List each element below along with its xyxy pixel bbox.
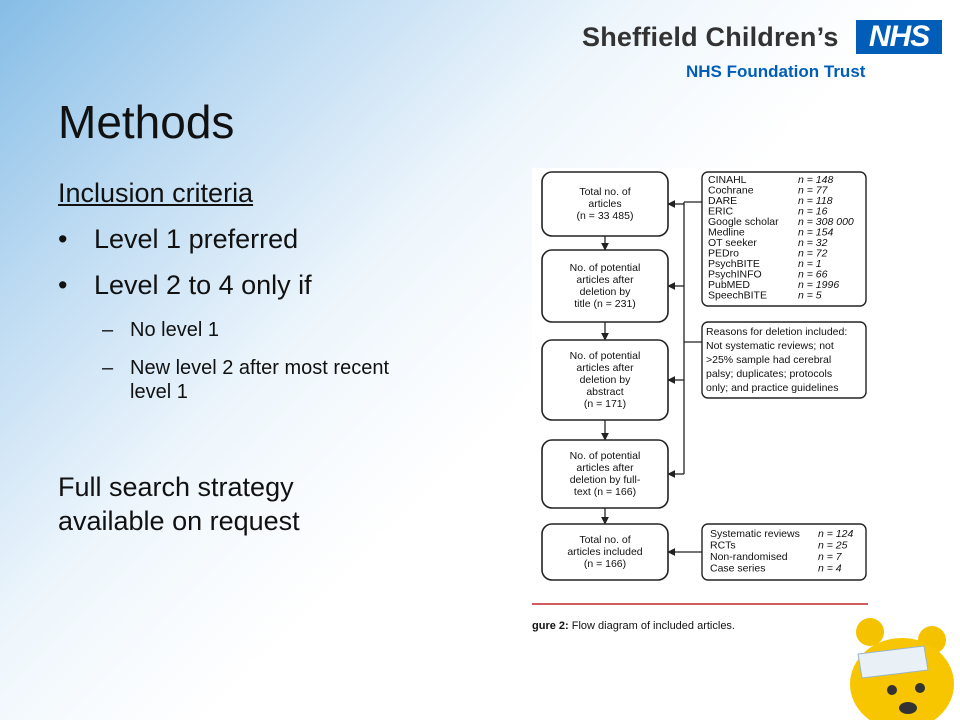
search-strategy-note: Full search strategy available on request <box>58 472 300 536</box>
flow-stage-text: articles <box>588 198 622 210</box>
study-type-name: RCTs <box>710 539 736 552</box>
flow-stage-text: deletion by full- <box>569 474 641 486</box>
database-name: OT seeker <box>708 237 757 249</box>
flow-stage-text: Total no. of <box>579 534 631 546</box>
database-name: PubMED <box>708 279 751 291</box>
database-count: n = 154 <box>798 226 834 239</box>
study-type-count: n = 124 <box>818 528 854 540</box>
exclusion-reason-text: palsy; duplicates; protocols <box>706 368 833 380</box>
database-count: n = 16 <box>798 205 828 218</box>
subbullet-item <box>102 356 430 404</box>
slide-title: Methods <box>58 96 235 148</box>
figure-caption <box>532 620 735 632</box>
database-count: n = 5 <box>798 289 822 302</box>
database-count: n = 32 <box>798 237 828 249</box>
bullet-text: Level 1 preferred <box>94 224 299 254</box>
database-name: PsychINFO <box>708 268 762 281</box>
subbullet-text: New level 2 after most recent level 1 <box>130 357 389 403</box>
flow-stage-text: deletion by <box>579 374 631 386</box>
database-count: n = 72 <box>798 247 828 260</box>
bullet-marker: • <box>58 270 68 300</box>
flow-stage-text: title (n = 231) <box>574 298 636 310</box>
flow-stage-text: Total no. of <box>579 186 631 198</box>
database-count: n = 148 <box>798 174 834 186</box>
flow-stage-text: (n = 33 485) <box>576 210 634 222</box>
bear-eye <box>915 683 925 693</box>
database-name: Google scholar <box>708 216 779 228</box>
logo-organisation: Sheffield Children’s <box>582 22 839 52</box>
database-name: PsychBITE <box>708 258 760 270</box>
flow-stage-text: No. of potential <box>569 262 641 274</box>
bullet-text: Level 2 to 4 only if <box>94 270 312 300</box>
exclusion-reason-text: only; and practice guidelines <box>706 382 839 394</box>
bullet-marker: • <box>58 224 68 254</box>
database-count: n = 77 <box>798 184 828 197</box>
bullet-item <box>58 224 298 255</box>
database-name: Cochrane <box>708 184 754 197</box>
database-count: n = 118 <box>798 195 833 207</box>
subbullet-item <box>102 318 430 342</box>
flow-stage-text: articles after <box>576 362 634 374</box>
study-type-name: Non-randomised <box>710 551 788 563</box>
caption-label: gure 2: <box>532 620 569 632</box>
flow-stage-text: deletion by <box>579 286 631 298</box>
bear-mascot <box>832 614 960 720</box>
logo-trust-name: NHS Foundation Trust <box>686 62 866 81</box>
database-name: Medline <box>708 226 745 239</box>
database-name: CINAHL <box>708 174 747 186</box>
bear-ear <box>856 618 884 646</box>
database-count: n = 66 <box>798 268 828 281</box>
database-name: SpeechBITE <box>708 289 767 302</box>
database-name: PEDro <box>708 247 739 260</box>
flow-stage-text: articles after <box>576 462 634 474</box>
subbullet-text: No level 1 <box>130 319 219 341</box>
flow-diagram <box>532 168 868 636</box>
bullet-item <box>58 270 312 301</box>
nhs-trust-logo <box>582 18 942 88</box>
flow-stage-text: (n = 171) <box>583 398 627 410</box>
flow-stage-text: articles after <box>576 274 634 286</box>
study-type-count: n = 4 <box>818 562 842 575</box>
flow-stage-text: articles included <box>567 546 643 558</box>
exclusion-reason-text: Not systematic reviews; not <box>706 340 834 352</box>
nhs-badge: NHS <box>856 20 942 54</box>
study-type-name: Case series <box>710 562 766 575</box>
study-type-count: n = 7 <box>818 551 842 563</box>
flow-stage-text: text (n = 166) <box>573 486 637 498</box>
flow-stage-text: No. of potential <box>569 350 641 362</box>
bear-eye <box>887 685 897 695</box>
slide-subtitle: Inclusion criteria <box>58 178 254 208</box>
flow-stage-text: abstract <box>586 386 624 398</box>
study-type-name: Systematic reviews <box>710 528 800 540</box>
caption-text: Flow diagram of included articles. <box>571 620 735 632</box>
flow-stage-text: No. of potential <box>569 450 641 462</box>
exclusion-reason-text: >25% sample had cerebral <box>706 354 832 366</box>
study-type-count: n = 25 <box>818 539 848 552</box>
database-name: ERIC <box>708 205 734 218</box>
database-count: n = 1996 <box>798 279 840 291</box>
bear-nose <box>899 702 917 714</box>
database-count: n = 308 000 <box>798 216 854 228</box>
database-name: DARE <box>708 195 738 207</box>
subbullet-marker: – <box>102 319 114 341</box>
flow-stage-text: (n = 166) <box>583 558 627 570</box>
database-count: n = 1 <box>798 258 822 270</box>
exclusion-reason-text: Reasons for deletion included: <box>706 326 848 338</box>
subbullet-marker: – <box>102 357 114 379</box>
